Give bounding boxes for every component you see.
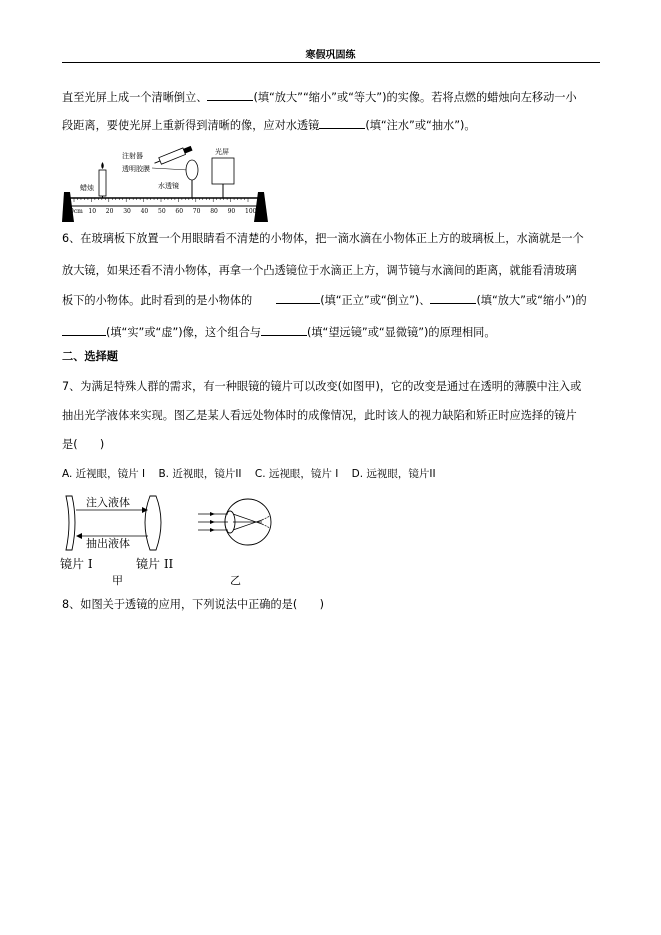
q5-text-2a: 段距离，要使光屏上重新得到清晰的像，应对水透镜 (62, 119, 320, 132)
candle-label: 蜡烛 (80, 184, 94, 192)
ruler-label: 10 (88, 208, 97, 215)
ruler-label: 30 (123, 208, 131, 215)
ruler-label: 70 (192, 208, 201, 215)
option-a[interactable]: A. 近视眼，镜片 I (62, 468, 146, 480)
q7-line-2: 抽出光学液体来实现。图乙是某人看远处物体时的成像情况，此时该人的视力缺陷和矫正时应选择的镜片 (62, 409, 577, 422)
optical-bench-figure (62, 140, 272, 222)
q5-blank-2[interactable] (319, 117, 365, 129)
candle-flame (101, 162, 104, 169)
ruler-label: 80 (210, 208, 218, 215)
candle-body (99, 170, 106, 196)
jia-label: 甲 (112, 574, 123, 587)
q6-line-3 (62, 292, 587, 308)
header-rule (62, 62, 600, 63)
yi-label: 乙 (230, 574, 241, 587)
ruler-label: 0cm (70, 208, 83, 215)
q7-options (62, 467, 446, 481)
q6-blank-3[interactable] (62, 324, 106, 336)
lens-1-label: 镜片 I (60, 557, 93, 571)
option-d[interactable]: D. 远视眼，镜片II (351, 468, 436, 480)
water-lens (186, 160, 198, 180)
q6-blank-1[interactable] (276, 292, 320, 304)
q5-text-1a: 直至光屏上成一个清晰倒立、 (62, 91, 208, 104)
q5-blank-1[interactable] (207, 89, 253, 101)
q5-line-2 (62, 117, 476, 133)
extract-label: 抽出液体 (86, 537, 130, 550)
film-label: 透明胶膜 (122, 165, 150, 173)
option-b[interactable]: B. 近视眼，镜片II (158, 468, 242, 480)
lens-1-shape (66, 496, 75, 550)
section-title: 二、选择题 (62, 350, 118, 363)
q6-blank-4[interactable] (261, 324, 307, 336)
q6-text-3c: (填“放大”或“缩小”)的 (476, 294, 587, 307)
q6-text-3a: 板下的小物体。此时看到的是小物体的 (62, 294, 253, 307)
page-header: 寒假巩固练 (305, 50, 356, 61)
ruler-label: 60 (175, 208, 184, 215)
q6-line-1: 6、在玻璃板下放置一个用眼睛看不清楚的小物体，把一滴水滴在小物体正上方的玻璃板上，水滴就是一个 (62, 232, 584, 245)
lens-2-label: 镜片 II (136, 557, 174, 571)
q6-line-4 (62, 324, 496, 340)
q6-line-2: 放大镜，如果还看不清小物体，再拿一个凸透镜位于水滴正上方，调节镜与水滴间的距离，就能看清玻璃 (62, 264, 577, 277)
lens-eye-figure (58, 492, 288, 588)
option-c[interactable]: C. 远视眼，镜片 I (254, 468, 339, 480)
syringe-label: 注射器 (122, 152, 143, 160)
q6-text-3b: (填“正立”或“倒立”)、 (320, 294, 431, 307)
q5-text-2b: (填“注水”或“抽水”)。 (365, 119, 476, 132)
ruler-label: 90 (227, 208, 236, 215)
q5-line-1 (62, 89, 577, 105)
q7-line-1: 7、为满足特殊人群的需求，有一种眼镜的镜片可以改变(如图甲)，它的改变是通过在透明的薄膜中注入或 (62, 380, 582, 393)
water-lens-label: 水透镜 (158, 182, 179, 190)
ruler-label: 20 (105, 208, 114, 215)
screen-label: 光屏 (215, 148, 229, 156)
ruler-label: 50 (158, 208, 166, 215)
q6-blank-2[interactable] (430, 292, 476, 304)
q6-text-4a: (填“实”或“虚”)像，这个组合与 (106, 326, 261, 339)
ruler-label: 40 (140, 208, 149, 215)
q7-line-3: 是( ) (62, 438, 105, 451)
inject-label: 注入液体 (86, 496, 130, 509)
lens-2-shape (145, 496, 161, 550)
syringe (153, 145, 193, 166)
screen (212, 158, 234, 184)
q8-line: 8、如图关于透镜的应用，下列说法中正确的是( ) (62, 598, 324, 611)
ruler-label: 100 (245, 208, 257, 215)
q5-text-1b: (填“放大”“缩小”或“等大”)的实像。若将点燃的蜡烛向左移动一小 (253, 91, 577, 104)
q6-text-4b: (填“望远镜”或“显微镜”)的原理相同。 (306, 326, 496, 339)
